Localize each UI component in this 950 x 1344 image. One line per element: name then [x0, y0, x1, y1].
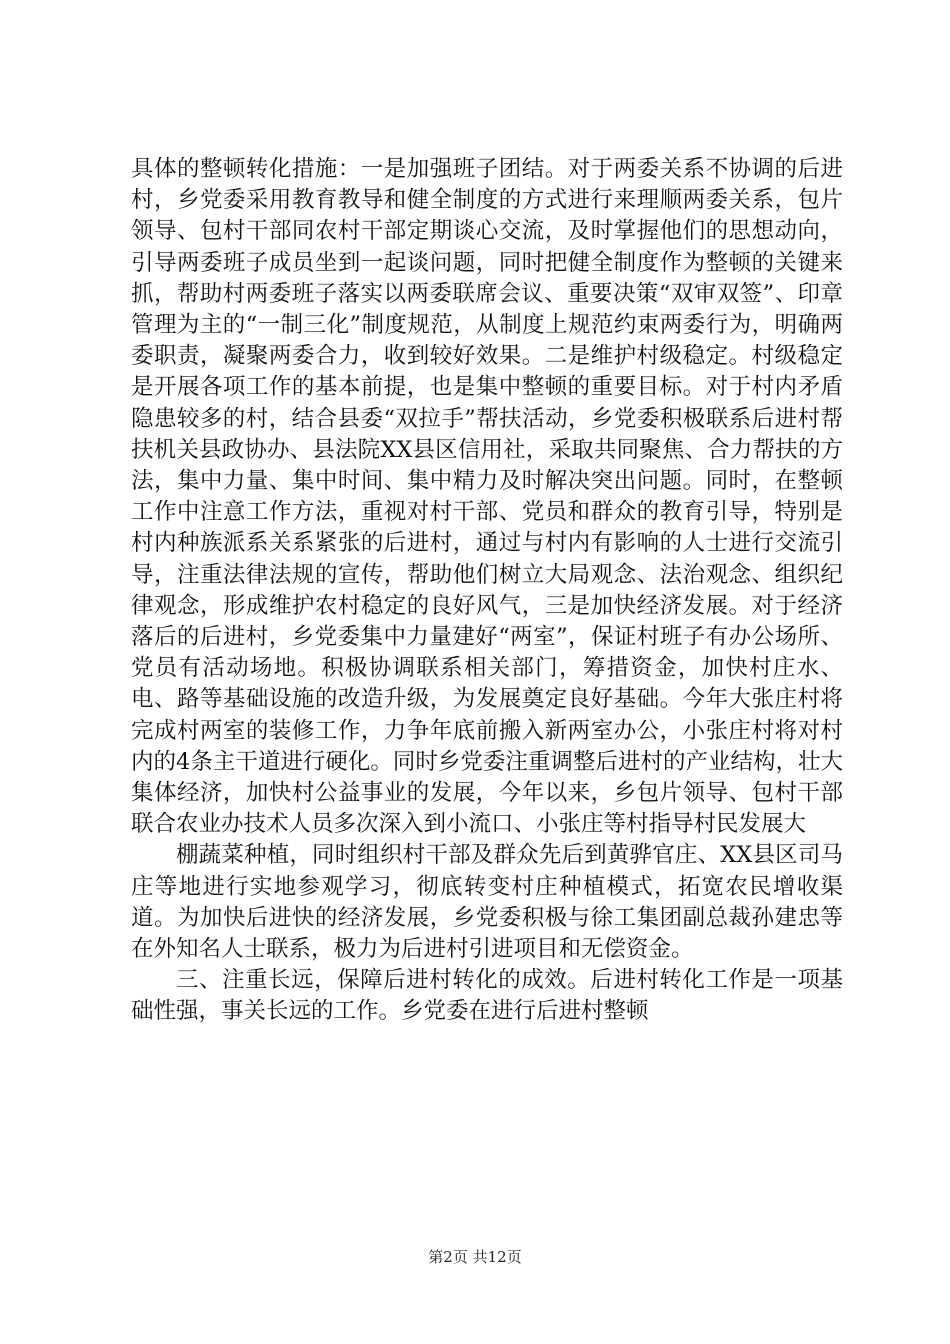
document-body	[131, 154, 843, 1028]
paragraph-greenhouse-vegetables: 棚蔬菜种植，同时组织村干部及群众先后到黄骅官庄、XX县区司马庄等地进行实地参观学习，彻底转变村庄种植模式，拓宽农民增收渠道。为加快后进快的经济发展，乡党委积极与徐工集团副总裁孙建忠等在外知名人士联系，极力为后进村引进项目和无偿资金。	[131, 842, 843, 963]
paragraph-long-term-focus: 三、注重长远，保障后进村转化的成效。后进村转化工作是一项基础性强，事关长远的工作。乡党委在进行后进村整顿	[131, 967, 843, 1025]
paragraph-consolidation-measures: 具体的整顿转化措施：一是加强班子团结。对于两委关系不协调的后进村，乡党委采用教育教导和健全制度的方式进行来理顺两委关系，包片领导、包村干部同农村干部定期谈心交流，及时掌握他们的思想动向，引导两委班子成员坐到一起谈问题，同时把健全制度作为整顿的关键来抓，帮助村两委班子落实以两委联席会议、重要决策“双审双签”、印章管理为主的“一制三化”制度规范，从制度上规范约束两委行为，明确两委职责，凝聚两委合力，收到较好效果。二是维护村级稳定。村级稳定是开展各项工作的基本前提，也是集中整顿的重要目标。对于村内矛盾隐患较多的村，结合县委“双拉手”帮扶活动，乡党委积极联系后进村帮扶机关县政协办、县法院XX县区信用社，采取共同聚焦、合力帮扶的方法，集中力量、集中时间、集中精力及时解决突出问题。同时，在整顿工作中注意工作方法，重视对村干部、党员和群众的教育引导，特别是村内种族派系关系紧张的后进村，通过与村内有影响的人士进行交流引导，注重法律法规的宣传，帮助他们树立大局观念、法治观念、组织纪律观念，形成维护农村稳定的良好风气，三是加快经济发展。对于经济落后的后进村，乡党委集中力量建好“两室”，保证村班子有办公场所、党员有活动场地。积极协调联系相关部门，筹措资金，加快村庄水、电、路等基础设施的改造升级，为发展奠定良好基础。今年大张庄村将完成村两室的装修工作，力争年底前搬入新两室办公，小张庄村将对村内的4条主干道进行硬化。同时乡党委注重调整后进村的产业结构，壮大集体经济，加快村公益事业的发展，今年以来，乡包片领导、包村干部联合农业办技术人员多次深入到小流口、小张庄等村指导村民发展大	[131, 156, 843, 838]
page-number-footer: 第2页 共12页	[428, 1248, 522, 1266]
